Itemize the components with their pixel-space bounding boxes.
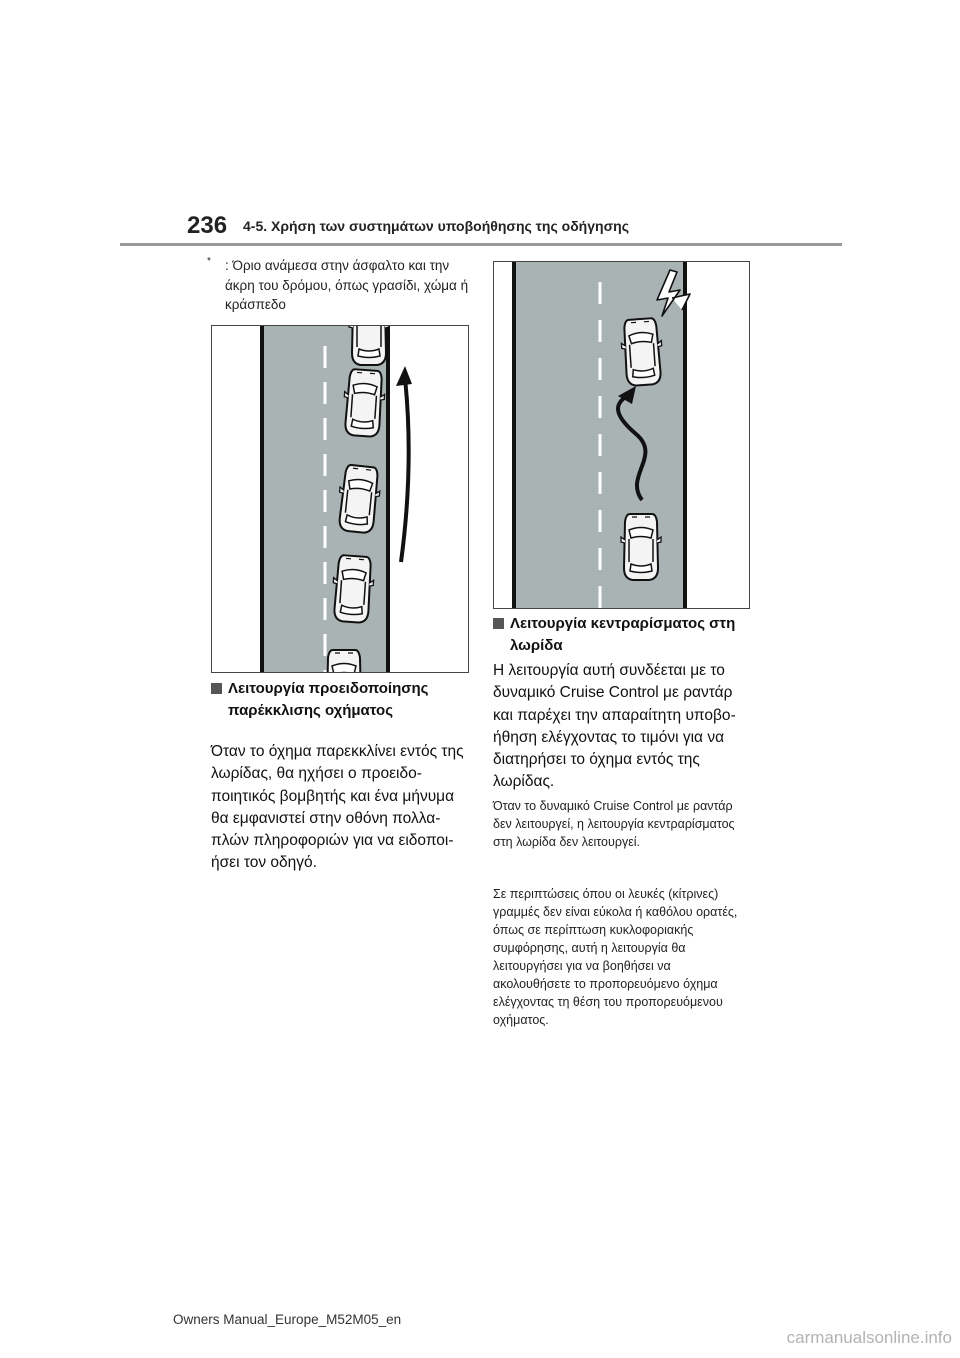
lane-centering-heading-text: Λειτουργία κεντραρίσματος στη λωρίδα — [510, 615, 736, 654]
car-bottom — [324, 650, 364, 672]
footnote — [207, 256, 469, 315]
filled-square-icon — [493, 618, 504, 629]
drift-arrow-head — [396, 366, 412, 386]
filled-square-icon — [211, 683, 222, 694]
cruise-control-note: Όταν το δυναμικό Cruise Control με ραντάρ δεν λειτουργεί, η λειτουργία κεντραρίσματος στη λωρίδα δεν λειτουργεί. — [493, 799, 735, 849]
car-centered — [621, 514, 661, 580]
watermark: carmanualsonline.info — [786, 1328, 952, 1347]
drift-arrow — [401, 378, 409, 562]
lane-centering-body: Η λειτουργία αυτή συνδέεται με το δυναμικό Cruise Control με ραντάρ και παρέχει την απαραίτητη υποβοήθηση ελέγχοντας το τιμόνι για να διατηρήσει το όχημα εντός της λωρίδας. — [493, 662, 736, 791]
section-title: 4-5. Χρήση των συστημάτων υποβοήθησης της οδήγησης — [243, 218, 629, 234]
lane-departure-body: Όταν το όχημα παρεκκλίνει εντός της λωρίδας, θα ηχήσει ο προειδοποιητικός βομβητής και ένα μήνυμα θα εμφανιστεί στην οθόνη πολλαπλών πληροφοριών για να ειδοποιήσει τον οδηγό. — [211, 743, 464, 872]
lane-centering-heading — [493, 613, 753, 657]
lane-departure-illustration — [211, 325, 469, 673]
manual-id: Owners Manual_Europe_M52M05_en — [173, 1312, 402, 1327]
lane-lines-note: Σε περιπτώσεις όπου οι λευκές (κίτρινες) γραμμές δεν είναι εύκολα ή καθόλου ορατές, όπως σε περίπτωση κυκλοφοριακής συμφόρησης, αυτή η λειτουργία θα λειτουργήσει για να βοηθήσει να ακολουθήσετε το προπορευόμενο όχημα ελέγχοντας τη θέση του προπορευόμενου οχήματος. — [493, 887, 738, 1027]
lane-departure-heading — [211, 678, 471, 722]
footnote-text: : Όριο ανάμεσα στην άσφαλτο και την άκρη του δρόμου, όπως γρασίδι, χώμα ή κράσπεδο — [225, 258, 469, 312]
page-number: 236 — [187, 212, 228, 239]
lane-centering-illustration — [493, 261, 750, 609]
header-rule — [120, 243, 842, 246]
lane-departure-heading-text: Λειτουργία προειδοποίησης παρέκκλισης οχήματος — [228, 680, 429, 719]
car-top — [349, 326, 389, 365]
footnote-mark: * — [207, 256, 211, 267]
